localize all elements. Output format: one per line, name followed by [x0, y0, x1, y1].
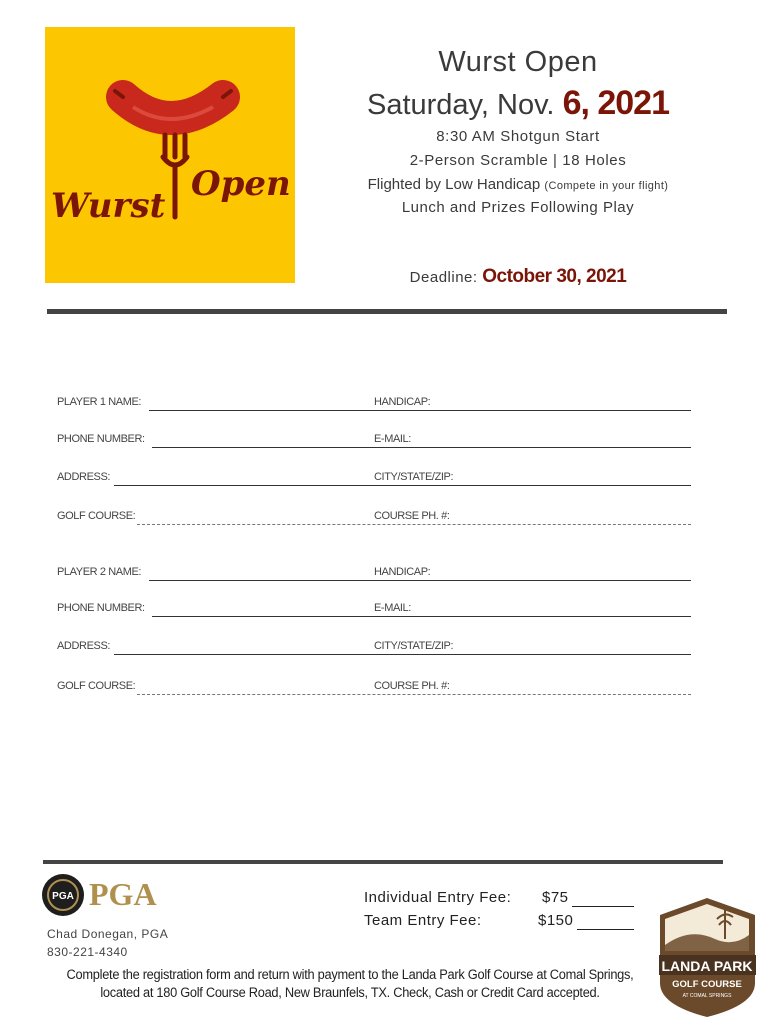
- player1-name-label: PLAYER 1 NAME:: [57, 396, 142, 408]
- player1-course-label: GOLF COURSE:: [57, 510, 136, 522]
- deadline-date: October 30, 2021: [482, 266, 627, 287]
- player2-email-label: E-MAIL:: [374, 602, 411, 614]
- svg-text:PGA: PGA: [52, 891, 74, 902]
- player1-name-row: [57, 396, 691, 412]
- flight-info: [343, 176, 693, 193]
- shotgun-start: 8:30 AM Shotgun Start: [436, 128, 600, 145]
- player2-name-row: [57, 566, 691, 582]
- logo-word-open: Open: [191, 164, 291, 204]
- event-date: [343, 84, 693, 123]
- landa-title: LANDA PARK: [661, 958, 753, 974]
- event-title: Wurst Open: [438, 46, 598, 78]
- player1-phone-label: PHONE NUMBER:: [57, 433, 145, 445]
- player2-city-label: CITY/STATE/ZIP:: [374, 640, 454, 652]
- flight-text: Flighted by Low Handicap: [367, 176, 541, 193]
- team-fee-line: [577, 929, 634, 930]
- wurst-open-logo: [45, 27, 295, 283]
- landa-subtitle: GOLF COURSE: [672, 979, 742, 990]
- team-fee-value: $150: [538, 912, 574, 929]
- event-date-big: 6, 2021: [562, 84, 670, 122]
- landa-park-logo: [655, 895, 760, 1020]
- player1-phone-row: [57, 433, 691, 449]
- player1-course-field[interactable]: [137, 524, 691, 525]
- player2-course-phone-label: COURSE PH. #:: [374, 680, 450, 692]
- player1-email-label: E-MAIL:: [374, 433, 411, 445]
- individual-fee-value: $75: [542, 889, 569, 906]
- registration-note: [65, 966, 635, 1002]
- player1-city-label: CITY/STATE/ZIP:: [374, 471, 454, 483]
- player2-address-row: [57, 640, 691, 656]
- player1-address-field[interactable]: [114, 485, 691, 486]
- player1-course-phone-label: COURSE PH. #:: [374, 510, 450, 522]
- contact-phone: 830-221-4340: [47, 945, 128, 959]
- player2-course-label: GOLF COURSE:: [57, 680, 136, 692]
- player1-course-row: [57, 510, 691, 526]
- event-date-prefix: Saturday, Nov.: [366, 89, 555, 121]
- fork-icon: [163, 135, 187, 217]
- flight-note: (Compete in your flight): [544, 180, 669, 192]
- player1-handicap-label: HANDICAP:: [374, 396, 431, 408]
- player1-address-row: [57, 471, 691, 487]
- team-fee-label: Team Entry Fee:: [364, 912, 482, 929]
- deadline-label: Deadline:: [409, 269, 478, 286]
- landa-small: AT COMAL SPRINGS: [682, 993, 732, 999]
- player2-course-field[interactable]: [137, 694, 691, 695]
- note-line-2: located at 180 Golf Course Road, New Braunfels, TX. Check, Cash or Credit Card accepted.: [100, 985, 600, 1000]
- player2-name-field[interactable]: [149, 580, 691, 581]
- contact-name: Chad Donegan, PGA: [47, 927, 169, 941]
- player1-address-label: ADDRESS:: [57, 471, 111, 483]
- player2-phone-row: [57, 602, 691, 618]
- pga-wordmark: PGA: [89, 876, 157, 912]
- individual-fee-line: [572, 906, 634, 907]
- player1-phone-field[interactable]: [152, 447, 691, 448]
- divider-bottom: [43, 860, 723, 864]
- player1-name-field[interactable]: [149, 410, 691, 411]
- divider-top: [47, 309, 727, 314]
- player2-handicap-label: HANDICAP:: [374, 566, 431, 578]
- player2-phone-label: PHONE NUMBER:: [57, 602, 145, 614]
- individual-fee-label: Individual Entry Fee:: [364, 889, 512, 906]
- pga-logo: [40, 870, 190, 920]
- logo-word-wurst: Wurst: [51, 186, 166, 226]
- scramble-format: 2-Person Scramble | 18 Holes: [409, 152, 627, 169]
- player2-address-label: ADDRESS:: [57, 640, 111, 652]
- player2-name-label: PLAYER 2 NAME:: [57, 566, 142, 578]
- note-line-1: Complete the registration form and return with payment to the Landa Park Golf Course at Comal Springs,: [66, 967, 634, 982]
- lunch-info: Lunch and Prizes Following Play: [401, 199, 635, 216]
- player2-address-field[interactable]: [114, 654, 691, 655]
- player2-course-row: [57, 680, 691, 696]
- player2-phone-field[interactable]: [152, 616, 691, 617]
- deadline: [343, 266, 693, 288]
